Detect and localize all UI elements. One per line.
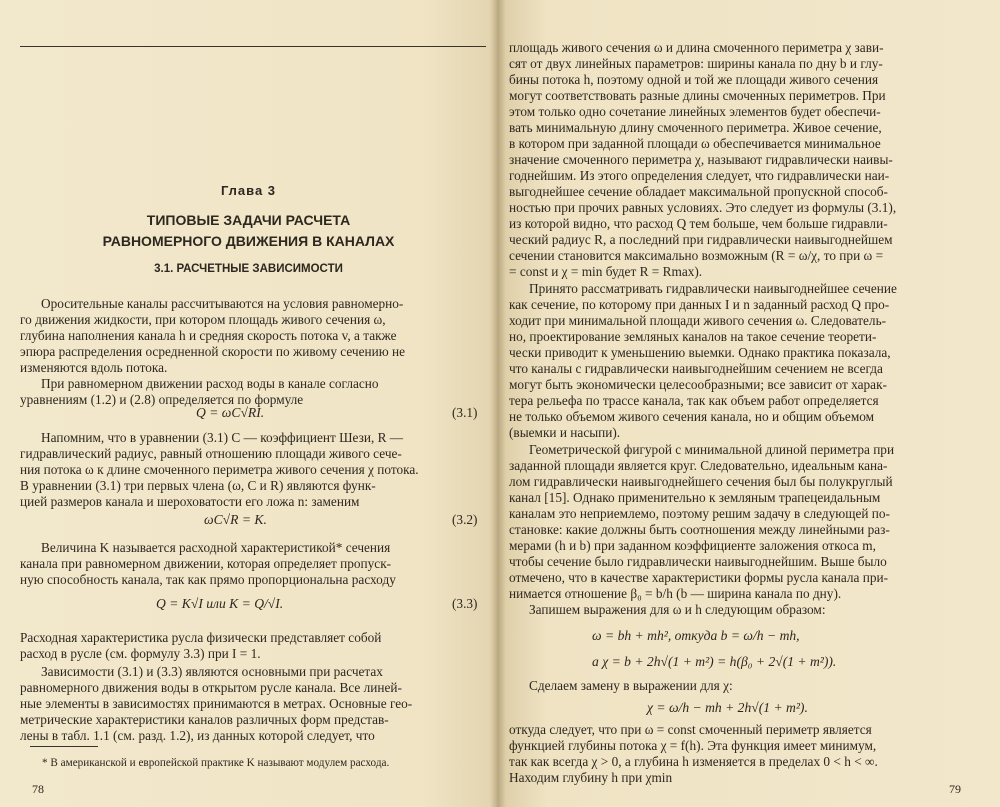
text-line: цией размеров канала и шероховатости его ложа n: заменим [20,494,360,509]
text-line: становке: какие должны быть соотношения между линейными раз- [509,522,890,537]
text-line: расход в русле (см. формулу 3.3) при I = 1. [20,646,261,661]
text-line: (выемки и насыпи). [509,425,621,440]
text-line: площадь живого сечения ω и длина смоченного периметра χ зави- [509,40,884,55]
text-line: ностью при прочих равных условиях. Это следует из формулы (3.1), [509,200,897,215]
text-line: ческий радиус R, а последний при гидравлически наивыгоднейшем [509,232,893,247]
chapter-label: Глава 3 [220,183,277,198]
chapter-title [0,210,497,252]
text-line: Расходная характеристика русла физически представляет собой [20,630,382,645]
footnote-rule [30,746,98,747]
text-line: значение смоченного периметра χ, называют гидравлически наивы- [509,152,893,167]
text-line: мерами (h и b) при заданном коэффициенте заложения откоса m, [509,538,876,553]
text-line: сят от двух линейных параметров: ширины канала по дну b и глу- [509,56,883,71]
text-line: ную способность канала, так как прямо пропорциональна расходу [20,572,396,587]
text-line: метрические характеристики каналов различных форм представ- [20,712,389,727]
section-title: 3.1. РАСЧЕТНЫЕ ЗАВИСИМОСТИ [154,263,343,275]
text-line: канал [15]. Однако применительно к земляным трапецеидальным [509,490,881,505]
text-line: го движения жидкости, при котором площадь живого сечения ω, [20,312,386,327]
text-line: уравнениям (1.2) и (2.8) определяется по формуле [20,392,304,407]
text-line: = const и χ = min будет R = Rmax). [509,264,703,279]
chapter-title-line: РАВНОМЕРНОГО ДВИЖЕНИЯ В КАНАЛАХ [102,233,395,249]
text-line: этом только одно сочетание линейных элементов будет обеспечи- [509,104,881,119]
equation-3-1: Q = ωC√RI. [196,405,265,420]
text-line: тера рельефа по трассе канала, так как объем работ определяется [509,393,879,408]
text-line: не только объемом живого сечения канала, но и общим объемом [509,409,875,424]
book-gutter [490,0,506,807]
text-line: ходит при минимальной площади живого сечения ω. Следователь- [509,313,887,328]
text-line: выгоднейшее сечение обладает максимальной пропускной способ- [509,184,888,199]
text-line: функцией глубины потока χ = f(h). Эта функция имеет минимум, [509,738,877,753]
equation-chi-substituted: χ = ω/h − mh + 2h√(1 + m²). [647,700,808,715]
equation-3-2: ωC√R = K. [204,512,267,527]
footnote: * В американской и европейской практике K называют модулем расхода. [42,757,390,769]
text-line: чтобы сечение было гидравлически наивыгоднейшим. Выше было [509,554,887,569]
text-line: Запишем выражения для ω и h следующим образом: [529,602,826,617]
equation-chi: а χ = b + 2h√(1 + m²) = h(β₀ + 2√(1 + m²)). [592,654,837,669]
text-line: ные элементы в зависимостях принимаются в метрах. Основные гео- [20,696,413,711]
text-line: Принято рассматривать гидравлически наивыгоднейшее сечение [529,281,897,296]
text-line: Оросительные каналы рассчитываются на условия равномерно- [41,296,404,311]
equation-number: (3.3) [452,596,478,611]
text-line: так как всегда χ > 0, а глубина h изменяется в пределах 0 < h < ∞. [509,754,878,769]
left-page [0,0,497,807]
chapter-title-line: ТИПОВЫЕ ЗАДАЧИ РАСЧЕТА [146,212,351,228]
page-number: 78 [32,782,44,796]
text-line: откуда следует, что при ω = const смоченный периметр является [509,722,872,737]
text-line: Сделаем замену в выражении для χ: [529,678,733,693]
text-line: но, проектирование земляных каналов на такое сечение теорети- [509,329,877,344]
equation-3-3: Q = K√I или K = Q/√I. [156,596,284,611]
text-line: лом гидравлически наивыгоднейшего сечения был бы полукруглый [509,474,893,489]
text-line: что каналы с гидравлически наивыгоднейшим сечением не всегда [509,361,883,376]
text-line: гидравлический радиус, равный отношению площади живого сече- [20,446,402,461]
text-line: равномерного движения воды в открытом русле канала. Все линей- [20,680,402,695]
equation-omega: ω = bh + mh², откуда b = ω/h − mh, [592,628,800,643]
text-line: глубина наполнения канала h и средняя скорость потока v, а также [20,328,397,343]
text-line: При равномерном движении расход воды в канале согласно [41,376,379,391]
text-line: могут быть экономически целесообразными; все зависит от харак- [509,377,887,392]
text-line: эпюра распределения осредненной скорости по живому сечению не [20,344,406,359]
right-page [497,0,1000,807]
text-line: Величина K называется расходной характеристикой* сечения [41,540,391,555]
equation-number: (3.1) [452,405,478,420]
text-line: отмечено, что в качестве характеристики формы русла канала при- [509,570,889,585]
text-line: как сечение, по которому при данных I и n заданный расход Q про- [509,297,890,312]
text-line: чески приводит к уменьшению выемки. Однако практика показала, [509,345,891,360]
text-line: Находим глубину h при χmin [509,770,673,785]
text-line: вать минимальную длину смоченного периметра. Живое сечение, [509,120,882,135]
text-line: в котором при заданной площади ω обеспечивается минимальное [509,136,881,151]
text-line: годнейшим. Из этого определения следует, что гидравлически наи- [509,168,890,183]
page-number: 79 [949,782,961,796]
text-line: изменяются вдоль потока. [20,360,168,375]
text-line: бины потока h, поэтому одной и той же площади живого сечения [509,72,879,87]
text-line: сечении становится максимально возможным (R = ω/χ, то при ω = [509,248,884,263]
text-line: могут соответствовать разные длины смоченных периметров. При [509,88,886,103]
text-line: Напомним, что в уравнении (3.1) C — коэффициент Шези, R — [41,430,404,445]
text-line: ния потока ω к длине смоченного периметра живого сечения χ потока. [20,462,419,477]
text-line: каналам это неприемлемо, поэтому решим задачу в следующей по- [509,506,890,521]
text-line: лены в табл. 1.1 (см. разд. 1.2), из данных которой следует, что [20,728,375,743]
text-line: из которой видно, что расход Q тем больше, чем больше гидравли- [509,216,888,231]
equation-number: (3.2) [452,512,478,527]
text-line: Геометрической фигурой с минимальной длиной периметра при [529,442,895,457]
text-line: канала при равномерном движении, которая определяет пропуск- [20,556,392,571]
text-line: В уравнении (3.1) три первых члена (ω, C и R) являются функ- [20,478,376,493]
text-line: Зависимости (3.1) и (3.3) являются основными при расчетах [41,664,383,679]
text-line: заданной площади является круг. Следовательно, идеальным кана- [509,458,888,473]
header-rule [20,46,486,47]
text-line: нимается отношение β₀ = b/h (b — ширина канала по дну). [509,586,842,601]
